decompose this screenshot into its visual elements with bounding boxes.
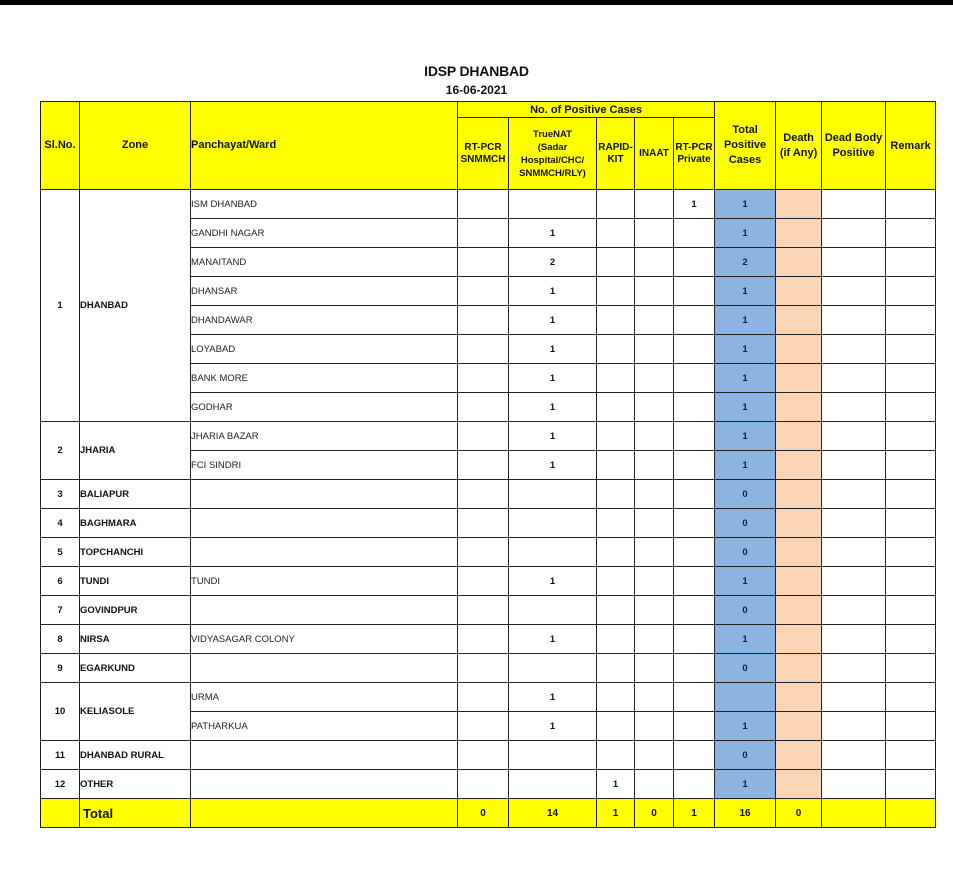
truenat-cell: 1 xyxy=(509,422,597,451)
total-label: Total xyxy=(80,799,191,828)
inaat-cell xyxy=(635,596,674,625)
header-positive-cases-group: No. of Positive Cases xyxy=(458,102,715,118)
remark-cell xyxy=(886,248,936,277)
sl-no-cell: 6 xyxy=(41,567,80,596)
report-title: IDSP DHANBAD xyxy=(424,63,529,79)
table-row xyxy=(41,422,936,451)
rtpcr-cell xyxy=(458,335,509,364)
private-cell xyxy=(674,277,715,306)
death-cell xyxy=(776,480,822,509)
truenat-cell xyxy=(509,538,597,567)
remark-cell xyxy=(886,654,936,683)
dead-body-cell xyxy=(822,654,886,683)
zone-cell: TOPCHANCHI xyxy=(80,538,191,567)
remark-cell xyxy=(886,741,936,770)
total-cell: 1 xyxy=(715,567,776,596)
dead-body-cell xyxy=(822,538,886,567)
remark-cell xyxy=(886,219,936,248)
rtpcr-cell xyxy=(458,306,509,335)
table-row xyxy=(41,480,936,509)
positive-cases-table xyxy=(40,101,936,828)
table-row xyxy=(41,625,936,654)
rtpcr-cell xyxy=(458,190,509,219)
rapid-cell xyxy=(597,567,635,596)
zone-cell: GOVINDPUR xyxy=(80,596,191,625)
death-cell xyxy=(776,306,822,335)
zone-cell: DHANBAD xyxy=(80,190,191,422)
remark-cell xyxy=(886,277,936,306)
dead-body-cell xyxy=(822,625,886,654)
remark-cell xyxy=(886,364,936,393)
rtpcr-cell xyxy=(458,741,509,770)
total-cell: 1 xyxy=(715,364,776,393)
inaat-cell xyxy=(635,770,674,799)
truenat-cell: 1 xyxy=(509,683,597,712)
dead-body-cell xyxy=(822,190,886,219)
truenat-cell xyxy=(509,654,597,683)
sl-no-cell: 4 xyxy=(41,509,80,538)
panchayat-ward-cell xyxy=(191,654,458,683)
panchayat-ward-cell: VIDYASAGAR COLONY xyxy=(191,625,458,654)
zone-cell: EGARKUND xyxy=(80,654,191,683)
panchayat-ward-cell: GANDHI NAGAR xyxy=(191,219,458,248)
rapid-cell xyxy=(597,538,635,567)
sl-no-cell: 3 xyxy=(41,480,80,509)
total-cell: 1 xyxy=(715,219,776,248)
header-rapid-kit xyxy=(597,118,635,190)
panchayat-ward-cell: BANK MORE xyxy=(191,364,458,393)
table-row xyxy=(41,596,936,625)
rtpcr-cell xyxy=(458,480,509,509)
zone-cell: DHANBAD RURAL xyxy=(80,741,191,770)
header-line: (Sadar xyxy=(537,141,568,153)
sl-no-cell: 12 xyxy=(41,770,80,799)
death-cell xyxy=(776,277,822,306)
inaat-cell xyxy=(635,654,674,683)
table-row xyxy=(41,567,936,596)
private-cell xyxy=(674,567,715,596)
panchayat-ward-cell: JHARIA BAZAR xyxy=(191,422,458,451)
panchayat-ward-cell: FCI SINDRI xyxy=(191,451,458,480)
remark-cell xyxy=(886,567,936,596)
total-rapid-cell: 1 xyxy=(597,799,635,828)
rtpcr-cell xyxy=(458,248,509,277)
truenat-cell: 1 xyxy=(509,567,597,596)
header-line: SNMMCH/RLY) xyxy=(519,167,586,179)
remark-cell xyxy=(886,335,936,364)
dead-body-cell xyxy=(822,393,886,422)
remark-cell xyxy=(886,393,936,422)
death-cell xyxy=(776,538,822,567)
private-cell xyxy=(674,219,715,248)
remark-cell xyxy=(886,538,936,567)
header-death-line: Death xyxy=(783,131,814,144)
total-inaat-cell: 0 xyxy=(635,799,674,828)
total-death-cell: 0 xyxy=(776,799,822,828)
private-cell xyxy=(674,422,715,451)
remark-cell xyxy=(886,306,936,335)
sl-no-cell: 10 xyxy=(41,683,80,741)
table-row xyxy=(41,509,936,538)
zone-cell: JHARIA xyxy=(80,422,191,480)
remark-cell xyxy=(886,509,936,538)
truenat-cell: 1 xyxy=(509,364,597,393)
panchayat-ward-cell: ISM DHANBAD xyxy=(191,190,458,219)
header-total-line: Total xyxy=(732,124,758,136)
header-line: RT-PCR xyxy=(675,141,713,153)
total-cell: 2 xyxy=(715,248,776,277)
rtpcr-cell xyxy=(458,277,509,306)
top-border-bar xyxy=(0,0,953,5)
inaat-cell xyxy=(635,741,674,770)
header-zone: Zone xyxy=(80,102,191,190)
inaat-cell xyxy=(635,335,674,364)
death-cell xyxy=(776,335,822,364)
rapid-cell: 1 xyxy=(597,770,635,799)
table-row xyxy=(41,190,936,219)
truenat-cell xyxy=(509,190,597,219)
total-cell: 1 xyxy=(715,277,776,306)
truenat-cell: 1 xyxy=(509,219,597,248)
panchayat-ward-cell: URMA xyxy=(191,683,458,712)
header-total-line: Cases xyxy=(728,154,762,166)
inaat-cell xyxy=(635,712,674,741)
truenat-cell: 1 xyxy=(509,393,597,422)
truenat-cell xyxy=(509,770,597,799)
table-row xyxy=(41,741,936,770)
remark-cell xyxy=(886,422,936,451)
dead-body-cell xyxy=(822,770,886,799)
total-cell: 1 xyxy=(715,451,776,480)
truenat-cell: 1 xyxy=(509,306,597,335)
death-cell xyxy=(776,393,822,422)
panchayat-ward-cell: MANAITAND xyxy=(191,248,458,277)
total-cell: 1 xyxy=(715,393,776,422)
rapid-cell xyxy=(597,306,635,335)
rtpcr-cell xyxy=(458,596,509,625)
rtpcr-cell xyxy=(458,219,509,248)
total-remark-cell xyxy=(886,799,936,828)
dead-body-cell xyxy=(822,422,886,451)
private-cell xyxy=(674,364,715,393)
rapid-cell xyxy=(597,364,635,393)
total-cell: 0 xyxy=(715,741,776,770)
rtpcr-cell xyxy=(458,654,509,683)
dead-body-cell xyxy=(822,567,886,596)
truenat-cell: 1 xyxy=(509,625,597,654)
truenat-cell xyxy=(509,596,597,625)
inaat-cell xyxy=(635,567,674,596)
rtpcr-cell xyxy=(458,393,509,422)
table-row xyxy=(41,770,936,799)
header-line: RT-PCR xyxy=(464,141,502,153)
death-cell xyxy=(776,509,822,538)
rtpcr-cell xyxy=(458,422,509,451)
rapid-cell xyxy=(597,596,635,625)
death-cell xyxy=(776,654,822,683)
total-ward-blank xyxy=(191,799,458,828)
death-cell xyxy=(776,248,822,277)
death-cell xyxy=(776,683,822,712)
header-dead-body-line: Dead Body xyxy=(824,131,883,144)
rapid-cell xyxy=(597,248,635,277)
sl-no-cell: 2 xyxy=(41,422,80,480)
header-line: Private xyxy=(677,153,711,165)
header-line: KIT xyxy=(607,153,624,165)
header-dead-body-line: Positive xyxy=(832,146,875,159)
table-row xyxy=(41,538,936,567)
rtpcr-cell xyxy=(458,509,509,538)
private-cell xyxy=(674,683,715,712)
inaat-cell xyxy=(635,683,674,712)
zone-cell: BALIAPUR xyxy=(80,480,191,509)
private-cell xyxy=(674,741,715,770)
truenat-cell: 1 xyxy=(509,277,597,306)
rtpcr-cell xyxy=(458,567,509,596)
rapid-cell xyxy=(597,277,635,306)
total-private-cell: 1 xyxy=(674,799,715,828)
dead-body-cell xyxy=(822,683,886,712)
private-cell xyxy=(674,596,715,625)
total-cell: 1 xyxy=(715,625,776,654)
sl-no-cell: 8 xyxy=(41,625,80,654)
death-cell xyxy=(776,741,822,770)
rapid-cell xyxy=(597,741,635,770)
truenat-cell xyxy=(509,480,597,509)
panchayat-ward-cell xyxy=(191,509,458,538)
header-death-line: (if Any) xyxy=(779,146,818,159)
truenat-cell: 2 xyxy=(509,248,597,277)
sl-no-cell: 7 xyxy=(41,596,80,625)
rtpcr-cell xyxy=(458,451,509,480)
total-cell: 1 xyxy=(715,712,776,741)
total-cell: 1 xyxy=(715,306,776,335)
panchayat-ward-cell xyxy=(191,741,458,770)
remark-cell xyxy=(886,770,936,799)
rapid-cell xyxy=(597,712,635,741)
dead-body-cell xyxy=(822,277,886,306)
header-line: TrueNAT xyxy=(533,128,572,140)
total-dead-body-cell xyxy=(822,799,886,828)
header-panchayat-ward: Panchayat/Ward xyxy=(191,102,458,190)
death-cell xyxy=(776,451,822,480)
header-sl-no: Sl.No. xyxy=(41,102,80,190)
total-cell: 1 xyxy=(715,190,776,219)
truenat-cell: 1 xyxy=(509,712,597,741)
remark-cell xyxy=(886,625,936,654)
private-cell xyxy=(674,451,715,480)
death-cell xyxy=(776,364,822,393)
rtpcr-cell xyxy=(458,538,509,567)
header-dead-body xyxy=(822,102,886,190)
inaat-cell xyxy=(635,480,674,509)
death-cell xyxy=(776,770,822,799)
header-total-positive xyxy=(715,102,776,190)
rapid-cell xyxy=(597,190,635,219)
inaat-cell xyxy=(635,364,674,393)
private-cell xyxy=(674,393,715,422)
death-cell xyxy=(776,625,822,654)
inaat-cell xyxy=(635,277,674,306)
dead-body-cell xyxy=(822,248,886,277)
private-cell xyxy=(674,625,715,654)
dead-body-cell xyxy=(822,451,886,480)
truenat-cell xyxy=(509,509,597,538)
inaat-cell xyxy=(635,625,674,654)
rapid-cell xyxy=(597,625,635,654)
sl-no-cell: 9 xyxy=(41,654,80,683)
total-cell xyxy=(715,683,776,712)
table-body xyxy=(41,190,936,828)
total-truenat-cell: 14 xyxy=(509,799,597,828)
rapid-cell xyxy=(597,393,635,422)
total-cell: 0 xyxy=(715,480,776,509)
table-row xyxy=(41,683,936,712)
death-cell xyxy=(776,219,822,248)
header-line: Hospital/CHC/ xyxy=(520,154,585,166)
zone-cell: TUNDI xyxy=(80,567,191,596)
header-line: SNMMCH xyxy=(460,153,506,165)
rtpcr-cell xyxy=(458,625,509,654)
remark-cell xyxy=(886,712,936,741)
total-cell: 0 xyxy=(715,509,776,538)
rapid-cell xyxy=(597,219,635,248)
zone-cell: OTHER xyxy=(80,770,191,799)
header-death xyxy=(776,102,822,190)
zone-cell: BAGHMARA xyxy=(80,509,191,538)
panchayat-ward-cell: GODHAR xyxy=(191,393,458,422)
sl-no-cell: 11 xyxy=(41,741,80,770)
header-line: RAPID- xyxy=(598,141,633,153)
private-cell xyxy=(674,248,715,277)
rtpcr-cell xyxy=(458,770,509,799)
truenat-cell: 1 xyxy=(509,451,597,480)
rapid-cell xyxy=(597,683,635,712)
private-cell xyxy=(674,509,715,538)
total-sl-blank xyxy=(41,799,80,828)
private-cell xyxy=(674,335,715,364)
remark-cell xyxy=(886,480,936,509)
rapid-cell xyxy=(597,422,635,451)
panchayat-ward-cell: PATHARKUA xyxy=(191,712,458,741)
total-cell: 1 xyxy=(715,335,776,364)
inaat-cell xyxy=(635,190,674,219)
report-date: 16-06-2021 xyxy=(445,83,508,97)
dead-body-cell xyxy=(822,364,886,393)
total-cell: 1 xyxy=(715,770,776,799)
private-cell: 1 xyxy=(674,190,715,219)
inaat-cell xyxy=(635,393,674,422)
panchayat-ward-cell: TUNDI xyxy=(191,567,458,596)
death-cell xyxy=(776,190,822,219)
header-inaat: INAAT xyxy=(635,118,674,190)
panchayat-ward-cell xyxy=(191,596,458,625)
inaat-cell xyxy=(635,219,674,248)
dead-body-cell xyxy=(822,596,886,625)
dead-body-cell xyxy=(822,480,886,509)
private-cell xyxy=(674,480,715,509)
total-row xyxy=(41,799,936,828)
dead-body-cell xyxy=(822,741,886,770)
panchayat-ward-cell xyxy=(191,538,458,567)
dead-body-cell xyxy=(822,306,886,335)
dead-body-cell xyxy=(822,335,886,364)
remark-cell xyxy=(886,596,936,625)
death-cell xyxy=(776,422,822,451)
header-remark: Remark xyxy=(886,102,936,190)
header-total-line: Positive xyxy=(723,139,767,151)
remark-cell xyxy=(886,451,936,480)
death-cell xyxy=(776,596,822,625)
inaat-cell xyxy=(635,248,674,277)
total-cell: 0 xyxy=(715,596,776,625)
panchayat-ward-cell: LOYABAD xyxy=(191,335,458,364)
remark-cell xyxy=(886,683,936,712)
zone-cell: NIRSA xyxy=(80,625,191,654)
rapid-cell xyxy=(597,509,635,538)
panchayat-ward-cell: DHANSAR xyxy=(191,277,458,306)
dead-body-cell xyxy=(822,219,886,248)
total-cell: 1 xyxy=(715,422,776,451)
total-cell: 0 xyxy=(715,538,776,567)
death-cell xyxy=(776,567,822,596)
death-cell xyxy=(776,712,822,741)
rtpcr-cell xyxy=(458,683,509,712)
rapid-cell xyxy=(597,451,635,480)
rapid-cell xyxy=(597,480,635,509)
truenat-cell: 1 xyxy=(509,335,597,364)
table-row xyxy=(41,654,936,683)
dead-body-cell xyxy=(822,712,886,741)
private-cell xyxy=(674,654,715,683)
total-rtpcr-cell: 0 xyxy=(458,799,509,828)
sl-no-cell: 5 xyxy=(41,538,80,567)
rtpcr-cell xyxy=(458,712,509,741)
total-cell: 0 xyxy=(715,654,776,683)
panchayat-ward-cell xyxy=(191,480,458,509)
truenat-cell xyxy=(509,741,597,770)
header-rtpcr-private xyxy=(674,118,715,190)
private-cell xyxy=(674,306,715,335)
panchayat-ward-cell xyxy=(191,770,458,799)
header-rtpcr-snmmch xyxy=(458,118,509,190)
zone-cell: KELIASOLE xyxy=(80,683,191,741)
inaat-cell xyxy=(635,422,674,451)
inaat-cell xyxy=(635,538,674,567)
rapid-cell xyxy=(597,335,635,364)
inaat-cell xyxy=(635,509,674,538)
inaat-cell xyxy=(635,451,674,480)
private-cell xyxy=(674,712,715,741)
private-cell xyxy=(674,770,715,799)
rtpcr-cell xyxy=(458,364,509,393)
inaat-cell xyxy=(635,306,674,335)
total-total-cell: 16 xyxy=(715,799,776,828)
header-truenat xyxy=(509,118,597,190)
panchayat-ward-cell: DHANDAWAR xyxy=(191,306,458,335)
sl-no-cell: 1 xyxy=(41,190,80,422)
rapid-cell xyxy=(597,654,635,683)
remark-cell xyxy=(886,190,936,219)
private-cell xyxy=(674,538,715,567)
dead-body-cell xyxy=(822,509,886,538)
